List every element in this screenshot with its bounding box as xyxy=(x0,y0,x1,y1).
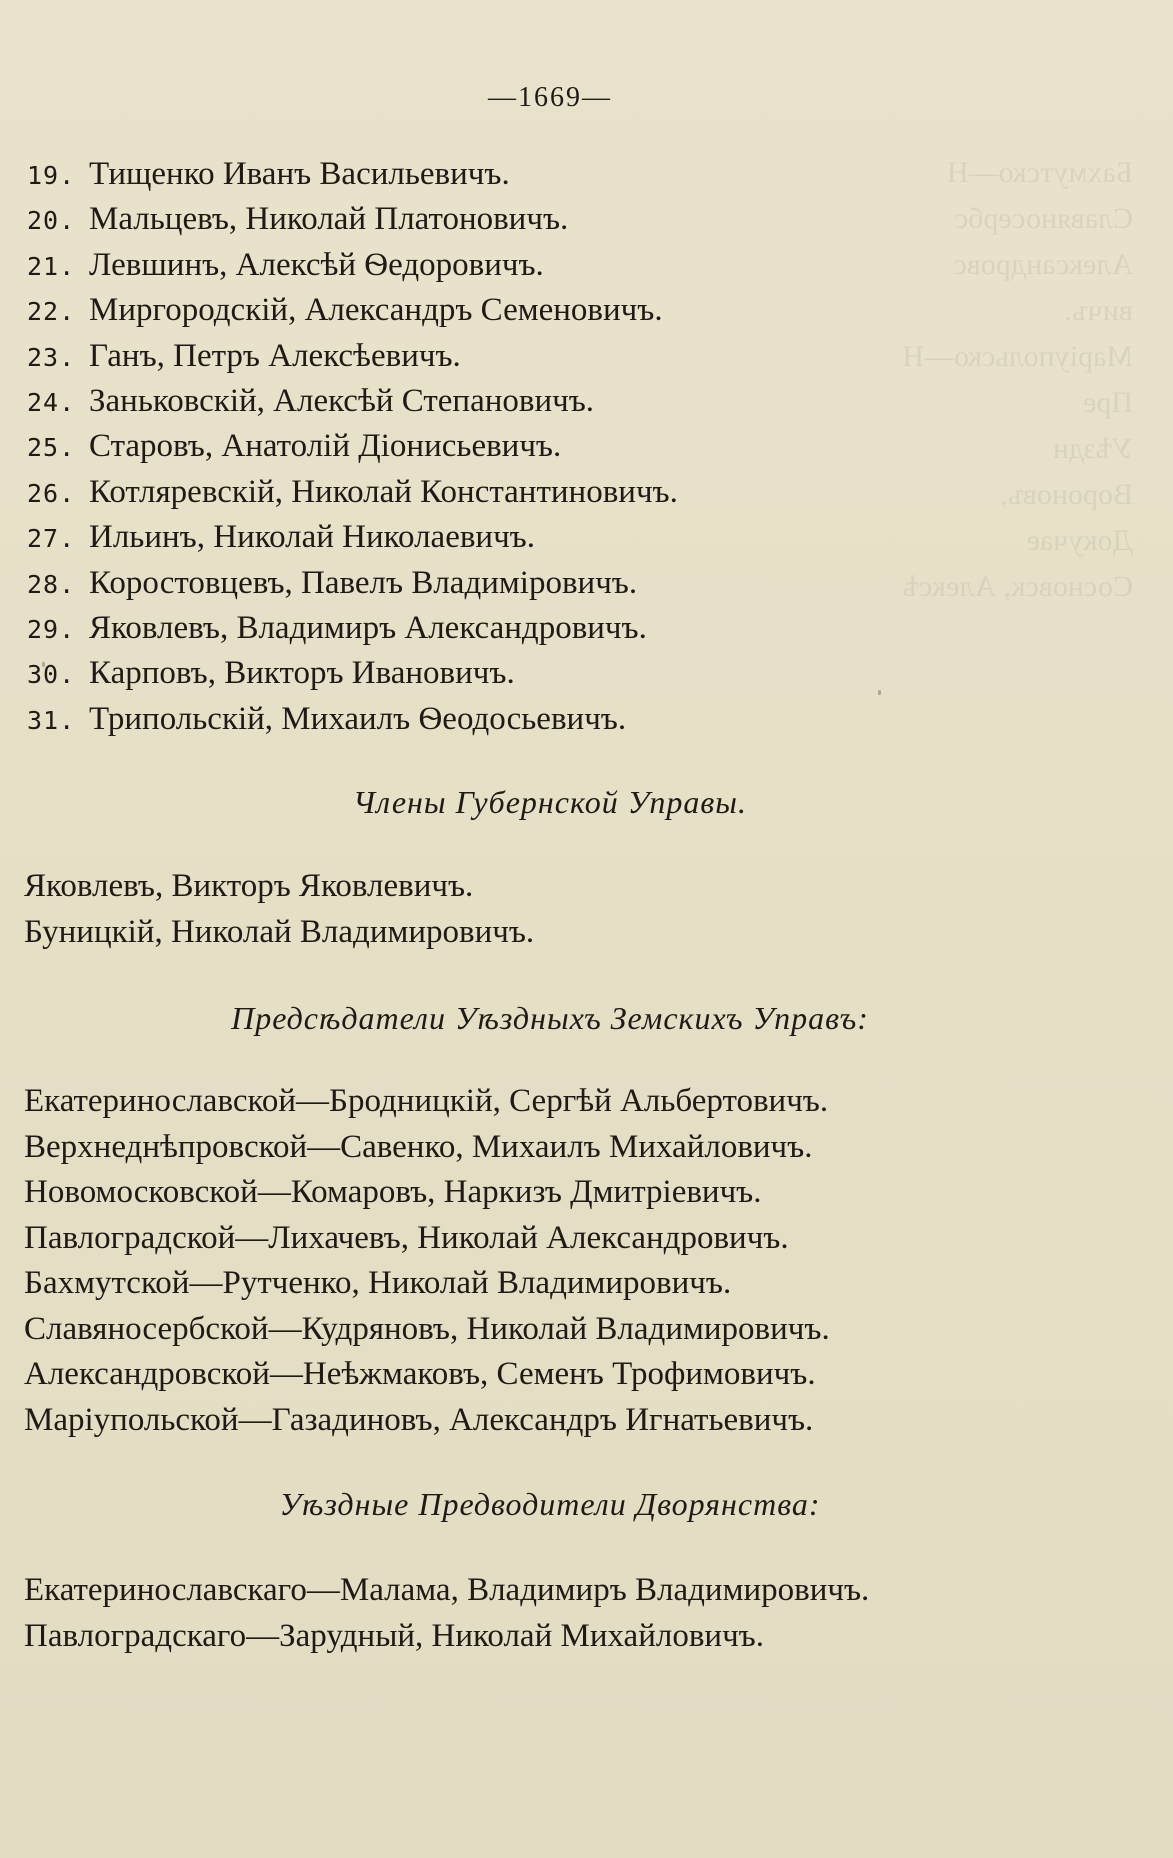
marshals-list xyxy=(24,1568,869,1659)
list-item xyxy=(27,470,678,515)
item-number: 24. xyxy=(27,387,76,417)
member-name: Миргородскiй, Александръ Семеновичъ. xyxy=(89,292,663,329)
list-item xyxy=(27,243,678,288)
list-item: Новомосковской—Комаровъ, Наркизъ Дмитрiевичъ. xyxy=(24,1174,762,1210)
list-item xyxy=(27,697,678,742)
list-item: Яковлевъ, Викторъ Яковлевичъ. xyxy=(24,868,474,904)
member-name: Ганъ, Петръ Алексѣевичъ. xyxy=(89,337,461,374)
item-number: 20. xyxy=(27,206,76,236)
list-item xyxy=(27,515,678,560)
list-item: Александровской—Неѣжмаковъ, Семенъ Трофимовичъ. xyxy=(24,1356,816,1392)
item-number: 26. xyxy=(27,478,76,508)
item-number: 29. xyxy=(27,614,76,644)
member-name: Трипольскiй, Михаилъ Ѳеодосьевичъ. xyxy=(89,700,627,737)
show-through-text: Бахмутско—Н Славяносербс Александровс вичъ. Марiупольско—Н Пре Уѣздн Вороновъ, Докучае Сосновск, Алексѣ xyxy=(902,156,1133,603)
paper-speck xyxy=(878,690,881,695)
list-item: Марiупольской—Газадиновъ, Александръ Игнатьевичъ. xyxy=(24,1401,814,1438)
list-item: Бахмутской—Рутченко, Николай Владимировичъ. xyxy=(24,1265,732,1301)
item-number: 31. xyxy=(27,705,76,735)
list-item xyxy=(27,197,678,242)
item-number: 25. xyxy=(27,433,76,463)
page-number: —1669— xyxy=(488,82,612,113)
list-item: Буницкiй, Николай Владимировичъ. xyxy=(24,913,535,950)
list-item: Славяносербской—Кудряновъ, Николай Владимировичъ. xyxy=(24,1310,830,1347)
list-item xyxy=(27,334,678,379)
item-number: 21. xyxy=(27,251,76,281)
section-heading-board-members: Члены Губернской Управы. xyxy=(353,784,747,820)
list-item: Екатеринославской—Бродницкiй, Сергѣй Альбертовичъ. xyxy=(24,1083,829,1119)
member-name: Заньковскiй, Алексѣй Степановичъ. xyxy=(89,382,595,419)
board-members-list xyxy=(24,864,534,955)
item-number: 23. xyxy=(27,342,76,372)
numbered-member-list xyxy=(27,152,678,742)
list-item xyxy=(27,606,678,651)
list-item: Екатеринославскаго—Малама, Владимиръ Владимировичъ. xyxy=(24,1572,870,1608)
section-heading-marshals: Уѣздные Предводители Дворянства: xyxy=(279,1486,821,1522)
list-item xyxy=(27,288,678,333)
list-item xyxy=(27,561,678,606)
list-item xyxy=(27,379,678,424)
member-name: Карповъ, Викторъ Ивановичъ. xyxy=(89,655,515,692)
member-name: Коростовцевъ, Павелъ Владимiровичъ. xyxy=(89,564,638,601)
item-number: 30. xyxy=(27,660,76,690)
chairmen-list xyxy=(24,1079,830,1443)
item-number: 27. xyxy=(27,524,76,554)
member-name: Левшинъ, Алексѣй Ѳедоровичъ. xyxy=(89,246,544,283)
member-name: Мальцевъ, Николай Платоновичъ. xyxy=(89,201,569,238)
member-name: Ильинъ, Николай Николаевичъ. xyxy=(89,519,535,556)
item-number: 22. xyxy=(27,297,76,327)
member-name: Котляревскiй, Николай Константиновичъ. xyxy=(89,473,678,510)
item-number: 28. xyxy=(27,569,76,599)
member-name: Старовъ, Анатолiй Дiонисьевичъ. xyxy=(89,428,562,465)
member-name: Тищенко Иванъ Васильевичъ. xyxy=(89,156,510,192)
list-item: Павлоградскаго—Зарудный, Николай Михайловичъ. xyxy=(24,1617,764,1654)
member-name: Яковлевъ, Владимиръ Александровичъ. xyxy=(89,609,647,646)
list-item: Верхнеднѣпровской—Савенко, Михаилъ Михайловичъ. xyxy=(24,1128,813,1165)
list-item xyxy=(27,424,678,469)
list-item xyxy=(27,152,678,197)
list-item xyxy=(27,651,678,696)
section-heading-chairmen: Предсѣдатели Уѣздныхъ Земскихъ Управъ: xyxy=(231,1000,869,1036)
list-item: Павлоградской—Лихачевъ, Николай Александровичъ. xyxy=(24,1219,789,1256)
item-number: 19. xyxy=(27,161,76,190)
